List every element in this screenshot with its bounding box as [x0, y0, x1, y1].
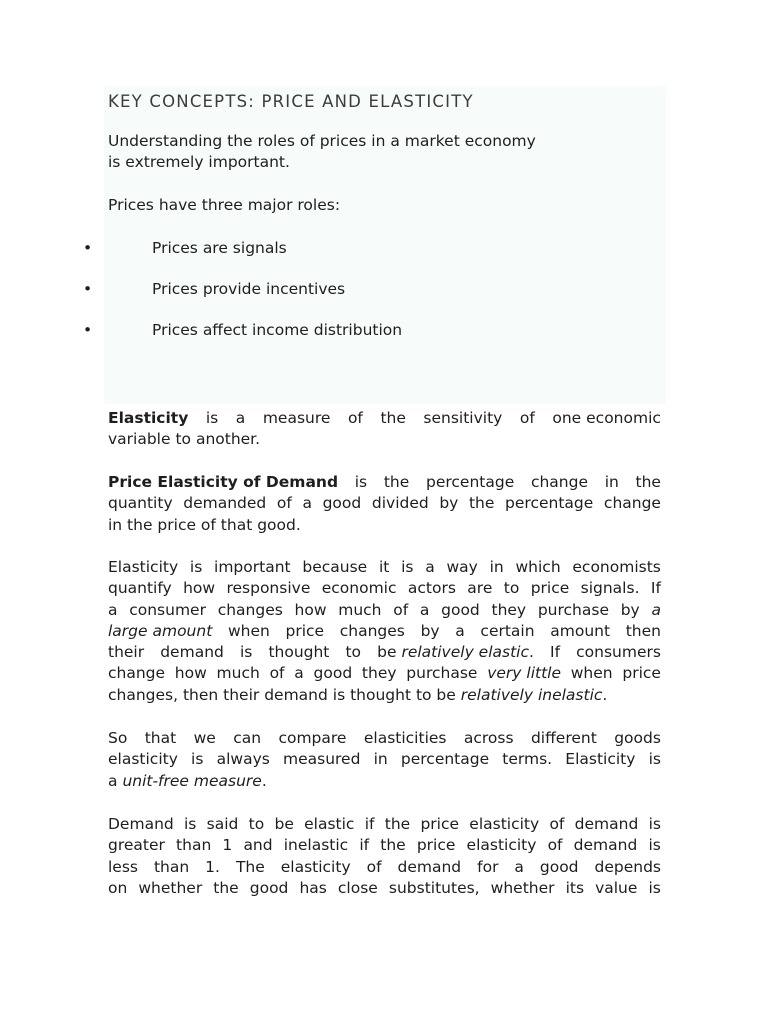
word: to: [503, 579, 520, 598]
word: responsive: [226, 579, 311, 598]
word: their: [108, 643, 145, 662]
word: percentage: [400, 750, 490, 769]
elasticity-definition: [108, 408, 661, 451]
line-text: variable to another.: [108, 430, 261, 449]
intro-paragraph: [108, 131, 536, 174]
justified-line: [108, 857, 661, 878]
word: demand: [574, 815, 639, 833]
word: purchase: [537, 600, 609, 619]
justified-line: [108, 663, 661, 684]
justified-line: [108, 685, 661, 706]
justified-line: [108, 878, 661, 899]
word: So: [108, 729, 128, 747]
word: is: [648, 878, 661, 897]
word: the: [383, 473, 410, 491]
page-title: KEY CONCEPTS: PRICE AND ELASTICITY: [108, 92, 474, 111]
word: is: [239, 643, 253, 662]
word: they: [361, 664, 397, 683]
justified-line: [108, 771, 661, 792]
word: elasticities: [363, 729, 447, 747]
emphasis-word: relatively inelastic: [460, 685, 603, 704]
word: be: [377, 643, 397, 662]
intro-line-2: is extremely important.: [108, 153, 290, 172]
line-text: [108, 771, 267, 792]
word: a: [419, 600, 430, 619]
word: they: [491, 600, 527, 619]
word: value: [595, 878, 638, 897]
word: whether: [138, 878, 203, 897]
word: in: [373, 750, 388, 769]
word: a: [235, 409, 246, 427]
compare-paragraph: [108, 728, 661, 792]
word: when: [570, 664, 613, 683]
word: actors: [407, 579, 456, 598]
word: price: [530, 579, 570, 598]
word: than: [153, 857, 190, 876]
list-item-text: Prices are signals: [152, 239, 287, 257]
list-item: [0, 280, 768, 302]
justified-line: [108, 557, 661, 578]
word: price: [420, 815, 460, 833]
word: less: [108, 857, 138, 876]
word: of: [347, 409, 363, 427]
word: divided: [371, 494, 429, 513]
word: for: [477, 857, 499, 876]
emphasis-word: relatively elastic: [401, 643, 529, 662]
word-group: be relatively elastic.: [377, 643, 534, 662]
word: that: [144, 729, 177, 747]
word: a: [514, 857, 524, 876]
word: is: [354, 473, 368, 491]
justified-line: [108, 493, 661, 514]
word: elastic: [304, 815, 355, 833]
importance-paragraph: [108, 557, 661, 706]
word: If: [650, 579, 661, 598]
emphasis-word: very little: [487, 664, 561, 683]
bullet-icon: •: [83, 239, 93, 257]
roles-intro-text: Prices have three major roles:: [108, 196, 341, 214]
term-ped: Price Elasticity of Demand: [108, 473, 339, 491]
word: consumers: [576, 643, 661, 662]
word: different: [530, 729, 597, 747]
word: consumer: [129, 600, 206, 619]
justified-line: [108, 578, 661, 599]
word: change: [108, 664, 166, 683]
word: its: [565, 878, 585, 897]
word: good: [313, 664, 353, 683]
word: elasticity: [466, 836, 537, 855]
word: the: [468, 494, 495, 513]
word: is: [648, 836, 661, 855]
word: the: [380, 836, 406, 855]
word: the: [635, 473, 661, 491]
word: always: [216, 750, 270, 769]
word: greater: [108, 836, 165, 855]
word: across: [463, 729, 514, 747]
word: elasticity: [108, 750, 178, 769]
word: a: [108, 600, 118, 619]
word: good: [539, 857, 579, 876]
word: percentage: [505, 494, 594, 513]
word: signals.: [580, 579, 640, 598]
word: elasticity: [469, 815, 540, 833]
word: because: [302, 558, 368, 576]
word: is: [189, 558, 203, 576]
word: Demand: [108, 815, 174, 833]
word: how: [294, 600, 327, 619]
word: amount: [550, 621, 611, 640]
word: of: [393, 600, 409, 619]
word: if: [364, 815, 375, 833]
word: when: [227, 621, 270, 640]
word: changes: [217, 600, 283, 619]
word: goods: [614, 729, 661, 747]
word: The: [235, 857, 265, 876]
word: compare: [278, 729, 347, 747]
word: by: [620, 600, 640, 619]
justified-line: [108, 621, 661, 642]
word: of: [269, 664, 285, 683]
bullet-icon: •: [83, 280, 93, 298]
word: change: [603, 494, 661, 513]
word: and: [243, 836, 273, 855]
list-item-text: Prices affect income distribution: [152, 321, 403, 339]
word: certain: [480, 621, 535, 640]
word: inelastic: [283, 836, 349, 855]
line-text: [108, 685, 607, 706]
justified-line: [108, 429, 661, 450]
word: be: [274, 815, 294, 833]
justified-line: [108, 749, 661, 770]
justified-line: [108, 728, 661, 749]
word: by: [439, 494, 459, 513]
word: the: [213, 878, 239, 897]
word: by: [420, 621, 440, 640]
word: one economic: [552, 409, 661, 427]
word: it: [378, 558, 390, 576]
word: Elasticity: [108, 558, 179, 576]
justified-line: [108, 515, 661, 536]
word: is: [184, 815, 197, 833]
word: measured: [282, 750, 361, 769]
word: 1.: [205, 857, 220, 876]
list-item: [0, 321, 768, 343]
word: of: [366, 857, 382, 876]
word: much: [216, 664, 260, 683]
word: important: [214, 558, 291, 576]
word: how: [174, 664, 207, 683]
word: price: [416, 836, 456, 855]
word: the: [380, 409, 406, 427]
line-text-end: .: [261, 771, 267, 790]
word: a: [455, 621, 465, 640]
word: said: [206, 815, 239, 833]
word: good: [322, 494, 362, 513]
justified-line: [108, 642, 661, 663]
word: substitutes,: [388, 878, 480, 897]
word: economists: [572, 558, 661, 576]
ped-definition: [108, 472, 661, 536]
word: quantify: [108, 579, 172, 598]
word: which: [515, 558, 561, 576]
word: is: [648, 815, 661, 833]
word: of: [519, 409, 535, 427]
word: change: [530, 473, 588, 491]
word: we: [193, 729, 216, 747]
word: the: [384, 815, 411, 833]
line-text: in the price of that good.: [108, 515, 301, 534]
word: demand: [573, 836, 638, 855]
justified-line: [108, 408, 661, 429]
word: sensitivity: [423, 409, 503, 427]
word: good: [441, 600, 480, 619]
word: if: [359, 836, 370, 855]
word: depends: [594, 857, 661, 876]
word: much: [338, 600, 382, 619]
word: how: [183, 579, 216, 598]
word: price: [622, 664, 661, 683]
word: percentage: [425, 473, 515, 491]
word: changes: [339, 621, 405, 640]
word: demand: [160, 643, 224, 662]
word: If: [550, 643, 561, 662]
word: price: [285, 621, 325, 640]
word: economic: [321, 579, 397, 598]
word: close: [337, 878, 378, 897]
word: measure: [262, 409, 331, 427]
line-text-start: changes, then their demand is thought to be: [108, 685, 456, 704]
word: is: [205, 409, 219, 427]
justified-line: [108, 814, 661, 835]
emphasis-word: a: [651, 600, 661, 619]
word: whether: [490, 878, 555, 897]
line-text-end: .: [602, 685, 608, 704]
word: are: [467, 579, 493, 598]
word: is: [191, 750, 204, 769]
word: is: [648, 750, 661, 769]
word: on: [108, 878, 128, 897]
justified-line: [108, 835, 661, 856]
word: can: [233, 729, 262, 747]
emphasis-word: large amount: [108, 621, 213, 640]
demand-paragraph: [108, 814, 661, 899]
word: quantity: [108, 494, 173, 513]
word: of: [549, 815, 565, 833]
word: a: [425, 558, 435, 576]
word: 1: [222, 836, 233, 855]
bullet-icon: •: [83, 321, 93, 339]
word: then: [625, 621, 661, 640]
word: thought: [268, 643, 330, 662]
list-item-text: Prices provide incentives: [152, 280, 346, 298]
word: demand: [397, 857, 462, 876]
word: Elasticity: [565, 750, 636, 769]
word: has: [299, 878, 327, 897]
term-elasticity: Elasticity: [108, 409, 189, 427]
list-item: [0, 239, 768, 261]
word: demanded: [183, 494, 267, 513]
word: of: [276, 494, 292, 513]
word: good: [249, 878, 289, 897]
line-text-start: a: [108, 771, 118, 790]
word: of: [547, 836, 563, 855]
justified-line: [108, 600, 661, 621]
justified-line: [108, 472, 661, 493]
word: purchase: [406, 664, 478, 683]
word: terms.: [502, 750, 553, 769]
word: in: [489, 558, 504, 576]
word: a: [302, 494, 312, 513]
word: than: [176, 836, 212, 855]
word: way: [446, 558, 478, 576]
word: is: [401, 558, 414, 576]
word: to: [248, 815, 265, 833]
intro-line-1: Understanding the roles of prices in a market economy: [108, 132, 536, 150]
word: to: [345, 643, 362, 662]
word: a: [294, 664, 304, 683]
word: in: [604, 473, 619, 491]
emphasis-word: unit-free measure: [122, 771, 262, 790]
word: elasticity: [280, 857, 351, 876]
